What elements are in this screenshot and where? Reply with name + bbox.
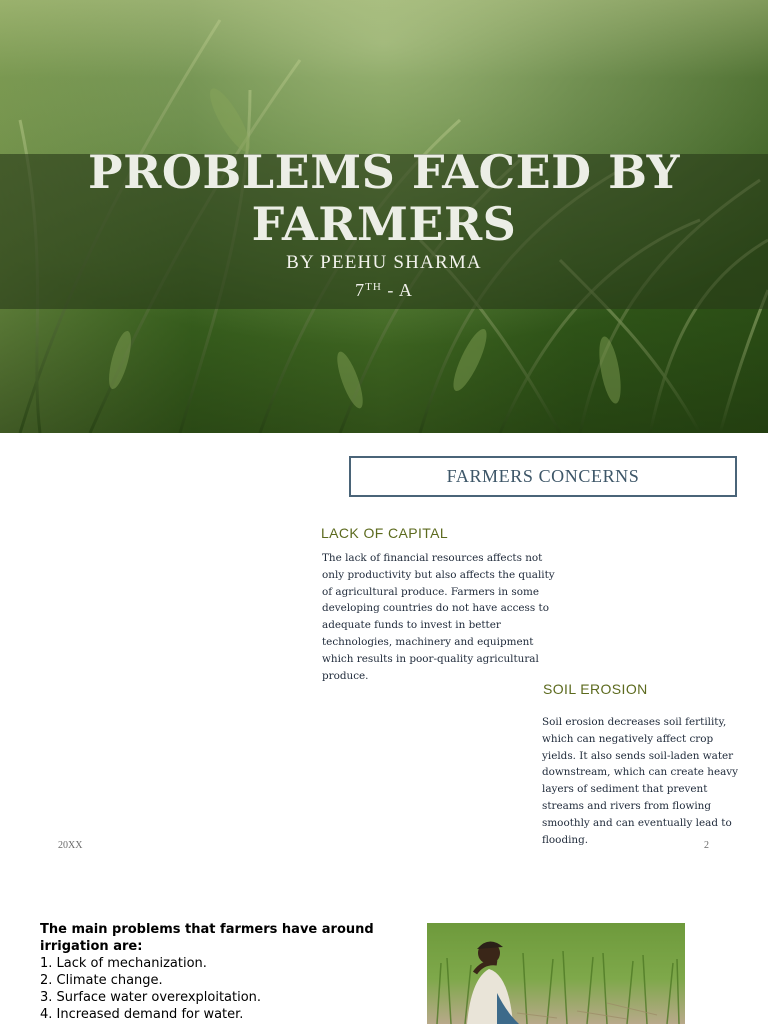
irrigation-heading: The main problems that farmers have around irrigation are: bbox=[40, 922, 374, 954]
list-item: 1. Lack of mechanization. bbox=[40, 956, 207, 971]
capital-text-line: developing countries do not have access to bbox=[322, 602, 549, 615]
erosion-text-line: layers of sediment that prevent bbox=[542, 783, 708, 796]
grade-number: 7 bbox=[355, 280, 366, 300]
erosion-text-line: which can negatively affect crop bbox=[542, 732, 714, 745]
grade-suffix: TH bbox=[365, 281, 382, 293]
erosion-text-line: Soil erosion decreases soil fertility, bbox=[542, 716, 727, 728]
farmer-in-field-image bbox=[427, 923, 685, 1024]
capital-text-line: only productivity but also affects the quality bbox=[322, 568, 555, 581]
section-body-capital bbox=[322, 550, 555, 684]
farmer-photo bbox=[427, 923, 685, 1024]
section-body-erosion bbox=[542, 714, 738, 848]
capital-text-line: of agricultural produce. Farmers in some bbox=[322, 585, 540, 598]
irrigation-slide bbox=[0, 863, 768, 1024]
irrigation-text bbox=[40, 921, 380, 1023]
list-item: 3. Surface water overexploitation. bbox=[40, 990, 262, 1005]
erosion-text-line: smoothly and can eventually lead to bbox=[542, 816, 732, 829]
footer-date: 20XX bbox=[58, 840, 83, 851]
page-number: 2 bbox=[704, 840, 709, 851]
title-slide bbox=[0, 0, 768, 433]
title-line-2: FARMERS bbox=[251, 197, 517, 251]
capital-text-line: adequate funds to invest in better bbox=[322, 619, 501, 632]
erosion-text-line: downstream, which can create heavy bbox=[542, 766, 739, 779]
class-grade bbox=[0, 280, 768, 301]
concerns-slide bbox=[0, 433, 768, 863]
erosion-text-line: streams and rivers from flowing bbox=[542, 799, 712, 812]
capital-text-line: The lack of financial resources affects not bbox=[322, 552, 543, 564]
concerns-title-box: FARMERS CONCERNS bbox=[349, 456, 737, 497]
erosion-text-line: yields. It also sends soil-laden water bbox=[542, 749, 734, 762]
author-byline: BY PEEHU SHARMA bbox=[286, 252, 482, 273]
capital-text-line: which results in poor-quality agricultural bbox=[322, 652, 539, 665]
irrigation-list bbox=[40, 955, 380, 1023]
title-line-1: PROBLEMS FACED BY bbox=[88, 145, 680, 199]
capital-text-line: technologies, machinery and equipment bbox=[322, 635, 534, 648]
erosion-text-line: flooding. bbox=[542, 833, 589, 846]
section-heading-erosion: SOIL EROSION bbox=[543, 681, 648, 697]
list-item: 2. Climate change. bbox=[40, 973, 163, 988]
section-heading-capital: LACK OF CAPITAL bbox=[321, 525, 449, 541]
capital-text-line: produce. bbox=[322, 669, 369, 682]
grade-section: - A bbox=[381, 280, 413, 300]
page-title bbox=[0, 146, 768, 250]
list-item: 4. Increased demand for water. bbox=[40, 1007, 244, 1022]
